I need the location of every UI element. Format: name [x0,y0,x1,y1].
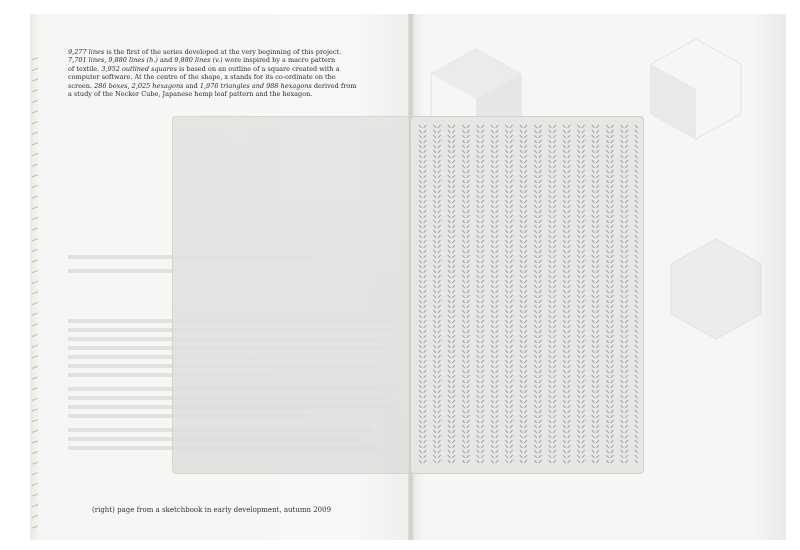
intro-text-run: 9,880 lines (v.) [174,56,223,65]
figure-caption: (right) page from a sketchbook in early development, autumn 2009 [92,506,332,514]
faded-hexagon-pattern [641,34,751,144]
intro-paragraph [68,48,428,98]
intro-text-run: 3,952 outlined squares [101,64,177,73]
intro-text-run: 286 boxes, 2,025 hexagons [94,81,184,90]
sketchbook-left-page [172,116,410,474]
intro-text-run: and [157,56,175,65]
sketchbook-right-page [410,116,644,474]
intro-text-run: 9,277 lines [68,48,105,56]
intro-text-run: 7,701 lines, 9,880 lines (h.) [68,56,158,65]
faded-hexagon-pattern [661,234,771,354]
intro-text-run: derived from a study of the Necker Cube, Japanese hemp leaf pattern and the hexagon. [68,81,357,99]
intro-text-run: were inspired by a macro pattern of textile. [68,56,336,73]
page-edge-binding [32,54,38,534]
herringbone-line-pattern [411,117,643,473]
intro-text-run: 1,976 triangles and 988 hexagons [199,81,312,90]
intro-text-run: and [183,81,200,90]
herringbone-strokes [419,125,638,463]
intro-text-run: is based on an outline of a square created with a computer software. At the centre of the shape, x stands for its co-ordinate on the screen. [68,64,340,90]
show-through-title [488,492,738,508]
intro-text-run: is the first of the series developed at the very beginning of this project. [106,48,342,56]
